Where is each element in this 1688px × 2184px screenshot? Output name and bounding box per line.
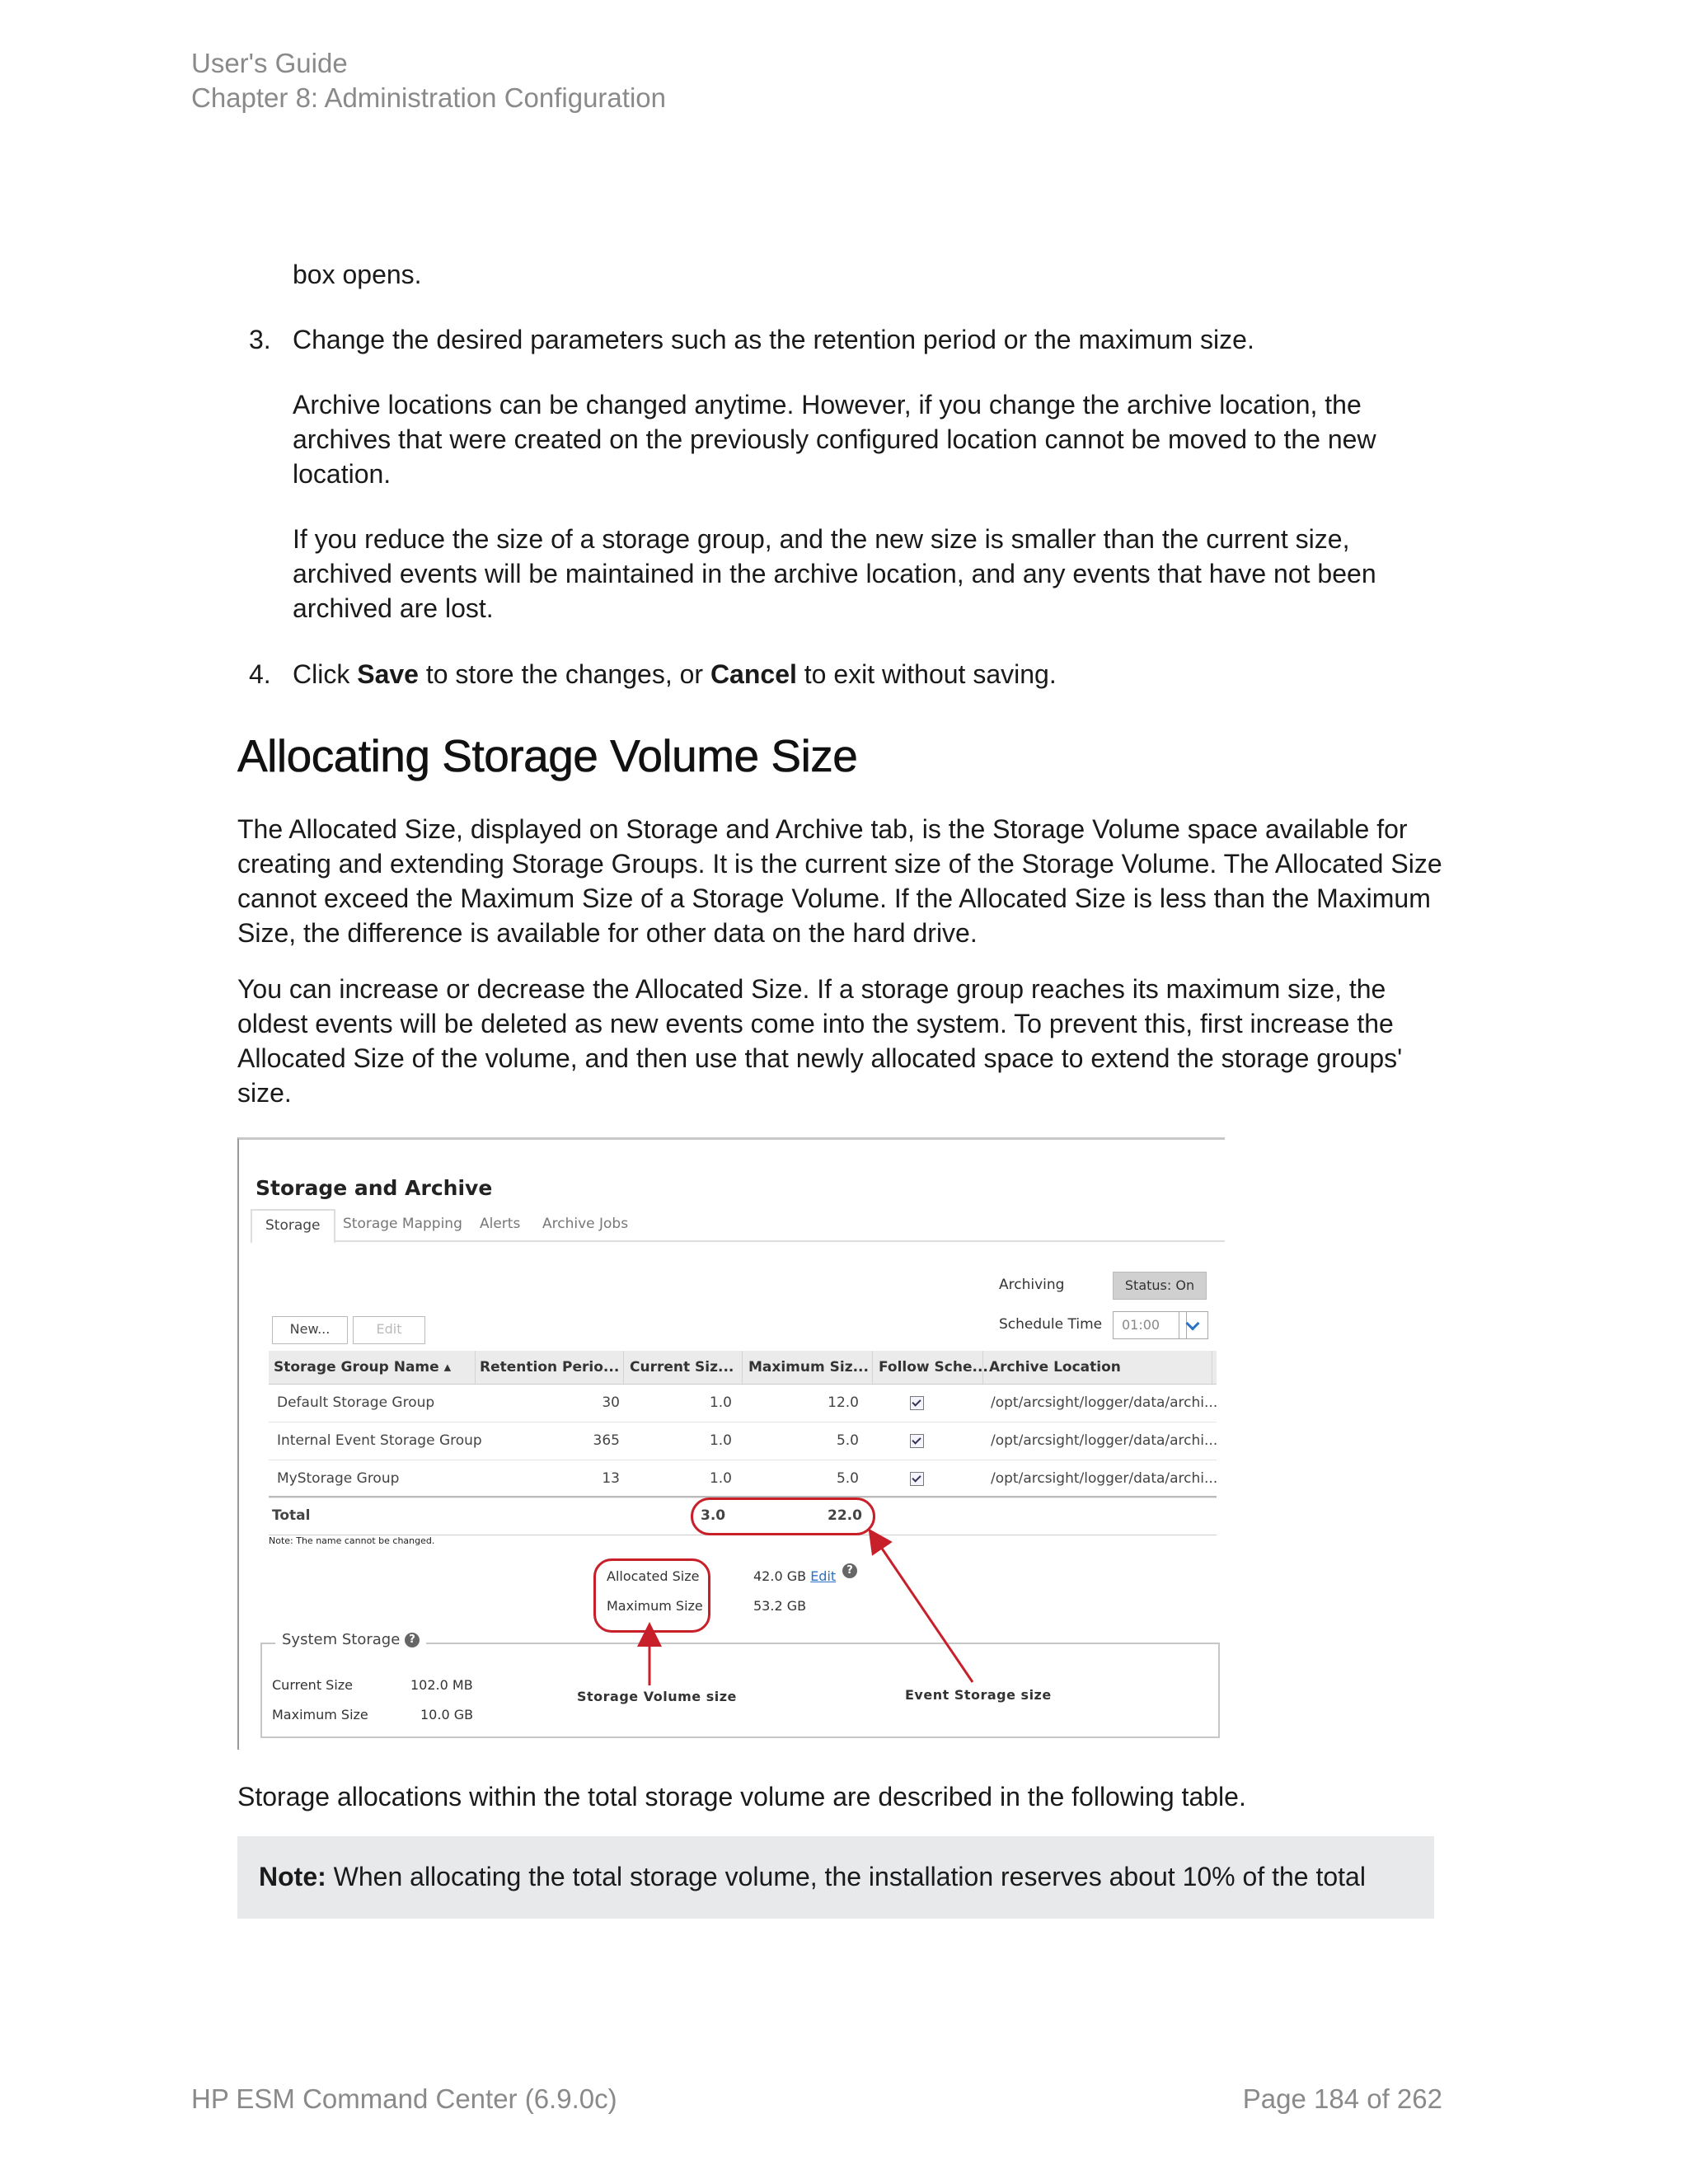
- storage-volume-annotation: Storage Volume size: [577, 1689, 737, 1704]
- maximum-size-value: 53.2 GB: [753, 1598, 807, 1614]
- step-3-paragraph-1: [293, 387, 1376, 491]
- text-line: Archive locations can be changed anytime. However, if you change the archive location, the: [293, 390, 1362, 419]
- footer-product: HP ESM Command Center (6.9.0c): [191, 2083, 617, 2114]
- note-label: Note:: [259, 1862, 326, 1891]
- figure-followup-text: Storage allocations within the total storage volume are described in the following table.: [237, 1782, 1246, 1811]
- panel-title: Storage and Archive: [256, 1176, 493, 1200]
- new-button[interactable]: New...: [272, 1316, 348, 1344]
- archive-location-value: /opt/arcsight/logger/data/archi...: [991, 1470, 1218, 1487]
- current-size-value: 1.0: [709, 1470, 732, 1487]
- archive-location-value: /opt/arcsight/logger/data/archi...: [991, 1432, 1218, 1449]
- schedule-time-input[interactable]: 01:00: [1113, 1311, 1187, 1339]
- tab-storage-mapping[interactable]: Storage Mapping: [343, 1216, 462, 1232]
- arrow-to-event-storage: [875, 1539, 973, 1682]
- note-body: When allocating the total storage volume, the installation reserves about 10% of the total: [326, 1862, 1366, 1891]
- archiving-label: Archiving: [999, 1277, 1065, 1293]
- help-icon[interactable]: ?: [405, 1633, 420, 1647]
- total-maximum-value: 22.0: [828, 1507, 862, 1524]
- col-header-name[interactable]: Storage Group Name ▴: [269, 1351, 476, 1384]
- retention-value: 365: [593, 1432, 620, 1449]
- cancel-keyword: Cancel: [710, 659, 797, 689]
- current-size-value: 1.0: [709, 1432, 732, 1449]
- schedule-time-label: Schedule Time: [999, 1316, 1103, 1333]
- col-header-location[interactable]: Archive Location: [984, 1351, 1212, 1384]
- text-line: If you reduce the size of a storage group, and the new size is smaller than the current size,: [293, 524, 1350, 554]
- maximum-size-value: 5.0: [836, 1432, 859, 1449]
- text-line: Allocated Size of the volume, and then use that newly allocated space to extend the storage groups': [237, 1043, 1403, 1073]
- col-header-current[interactable]: Current Siz...: [625, 1351, 743, 1384]
- step-3-number: 3.: [249, 325, 271, 354]
- text-run: to store the changes, or: [418, 659, 710, 689]
- text-line: archived events will be maintained in the archive location, and any events that have not been: [293, 559, 1376, 588]
- text-run: Click: [293, 659, 358, 689]
- allocated-size-edit-link[interactable]: Edit: [810, 1568, 837, 1584]
- text-line: archives that were created on the previously configured location cannot be moved to the new: [293, 424, 1376, 454]
- total-current-value: 3.0: [701, 1507, 726, 1524]
- system-storage-title: System Storage: [282, 1631, 401, 1648]
- archive-status-button[interactable]: Status: On: [1113, 1272, 1207, 1300]
- header-chapter-title: Chapter 8: Administration Configuration: [191, 82, 666, 113]
- text-line: Size, the difference is available for other data on the hard drive.: [237, 918, 978, 948]
- system-maximum-size-label: Maximum Size: [272, 1707, 368, 1722]
- text-line: archived are lost.: [293, 593, 494, 623]
- event-storage-annotation: Event Storage size: [905, 1687, 1052, 1703]
- section-title: Allocating Storage Volume Size: [237, 730, 858, 781]
- maximum-size-label: Maximum Size: [607, 1598, 703, 1614]
- text-run: to exit without saving.: [796, 659, 1057, 689]
- retention-value: 30: [602, 1394, 620, 1411]
- retention-value: 13: [602, 1470, 620, 1487]
- footer-page-number: Page 184 of 262: [1242, 2083, 1442, 2114]
- step-3-text: Change the desired parameters such as the retention period or the maximum size.: [293, 325, 1254, 354]
- col-header-follow[interactable]: Follow Sche...: [874, 1351, 983, 1384]
- col-header-retention[interactable]: Retention Perio...: [475, 1351, 624, 1384]
- text-line: The Allocated Size, displayed on Storage and Archive tab, is the Storage Volume space available for: [237, 814, 1408, 844]
- step-continuation: box opens.: [293, 260, 422, 289]
- running-header: [191, 46, 666, 115]
- note-box: [237, 1836, 1434, 1919]
- system-current-size-value: 102.0 MB: [410, 1677, 473, 1693]
- allocated-size-label: Allocated Size: [607, 1568, 700, 1584]
- help-icon[interactable]: ?: [842, 1563, 857, 1578]
- group-name: Internal Event Storage Group: [277, 1432, 482, 1449]
- text-line: You can increase or decrease the Allocated Size. If a storage group reaches its maximum size, the: [237, 974, 1386, 1004]
- system-maximum-size-value: 10.0 GB: [420, 1707, 474, 1722]
- name-note: Note: The name cannot be changed.: [269, 1535, 435, 1546]
- archive-location-value: /opt/arcsight/logger/data/archi...: [991, 1394, 1218, 1411]
- allocated-size-number: 42.0 GB: [753, 1568, 807, 1584]
- text-line: oldest events will be deleted as new events come into the system. To prevent this, first increase the: [237, 1009, 1394, 1038]
- storage-archive-screenshot: [237, 1137, 1225, 1750]
- step-4-text: [293, 657, 1057, 691]
- tab-alerts[interactable]: Alerts: [480, 1216, 521, 1232]
- text-line: size.: [237, 1078, 292, 1108]
- tab-storage[interactable]: Storage: [251, 1209, 335, 1244]
- tab-archive-jobs[interactable]: Archive Jobs: [542, 1216, 629, 1232]
- text-line: location.: [293, 459, 392, 489]
- header-guide-title: User's Guide: [191, 48, 348, 78]
- save-keyword: Save: [357, 659, 419, 689]
- text-line: creating and extending Storage Groups. It is the current size of the Storage Volume. The Allocated Size: [237, 849, 1442, 879]
- section-paragraph-1: [237, 812, 1442, 950]
- annotation-arrows: [239, 1140, 1225, 1750]
- total-label: Total: [272, 1507, 311, 1524]
- section-paragraph-2: [237, 972, 1402, 1110]
- text-line: cannot exceed the Maximum Size of a Storage Volume. If the Allocated Size is less than the Maximum: [237, 883, 1431, 913]
- note-text: [259, 1859, 1366, 1894]
- step-4-number: 4.: [249, 659, 271, 689]
- system-current-size-label: Current Size: [272, 1677, 354, 1693]
- col-header-maximum[interactable]: Maximum Siz...: [743, 1351, 873, 1384]
- group-name: MyStorage Group: [277, 1470, 400, 1487]
- group-name: Default Storage Group: [277, 1394, 435, 1411]
- step-3-paragraph-2: [293, 522, 1376, 626]
- maximum-size-value: 12.0: [828, 1394, 859, 1411]
- maximum-size-value: 5.0: [836, 1470, 859, 1487]
- edit-button[interactable]: Edit: [353, 1316, 425, 1344]
- current-size-value: 1.0: [709, 1394, 732, 1411]
